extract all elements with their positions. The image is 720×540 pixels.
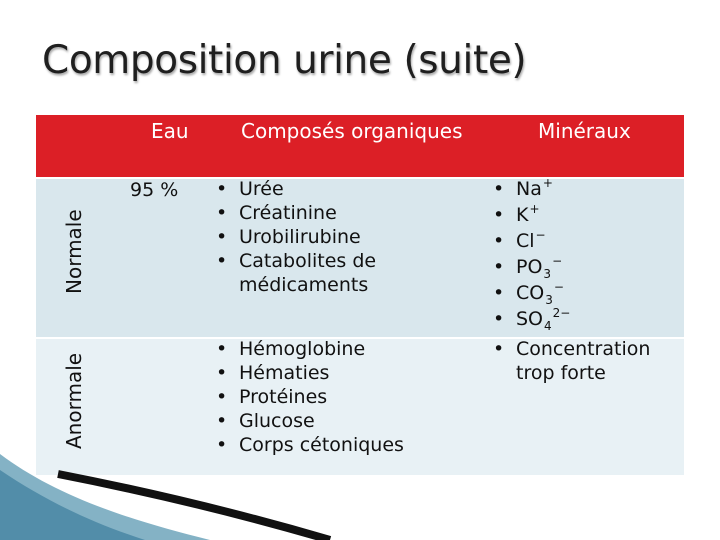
mineral-charge: 2−	[552, 306, 571, 320]
mineral-subscript: 3	[543, 267, 552, 281]
mineral-base: CO	[516, 282, 545, 304]
list-item-line-1: Concentration	[516, 338, 651, 360]
mineral-base: Na	[516, 178, 542, 200]
list-item: • Protéines	[216, 385, 404, 409]
mineral-base: PO	[516, 256, 543, 278]
mineral-base: Cl	[516, 230, 535, 252]
list-item-line-2: trop forte	[516, 362, 606, 384]
mineral-base: SO	[516, 308, 544, 330]
header-water: Eau	[151, 119, 189, 143]
mineral-charge: −	[553, 280, 564, 294]
list-item-line-1: Catabolites de	[239, 250, 377, 272]
header-organic-compounds: Composés organiques	[241, 119, 463, 143]
mineral-charge: +	[529, 202, 540, 216]
mineral-base: K	[516, 204, 529, 226]
list-item: • Hématies	[216, 361, 404, 385]
list-item-line-2: médicaments	[239, 274, 369, 296]
mineral-subscript: 3	[545, 293, 553, 307]
list-item: • Hémoglobine	[216, 337, 404, 361]
normal-water-value: 95 %	[130, 179, 179, 201]
slide-title: Composition urine (suite)	[42, 38, 527, 83]
list-item: • Urobilirubine	[216, 225, 376, 249]
mineral-charge: −	[535, 228, 546, 242]
header-minerals: Minéraux	[538, 119, 631, 143]
row-label-abnormal: Anormale	[62, 352, 86, 449]
row-label-normal: Normale	[62, 209, 86, 294]
list-item: • Corps cétoniques	[216, 433, 404, 457]
mineral-charge: −	[552, 254, 563, 268]
list-item: • Glucose	[216, 409, 404, 433]
list-item: • Urée	[216, 177, 376, 201]
mineral-subscript: 4	[544, 319, 552, 333]
mineral-charge: +	[542, 176, 553, 190]
list-item: • Créatinine	[216, 201, 376, 225]
